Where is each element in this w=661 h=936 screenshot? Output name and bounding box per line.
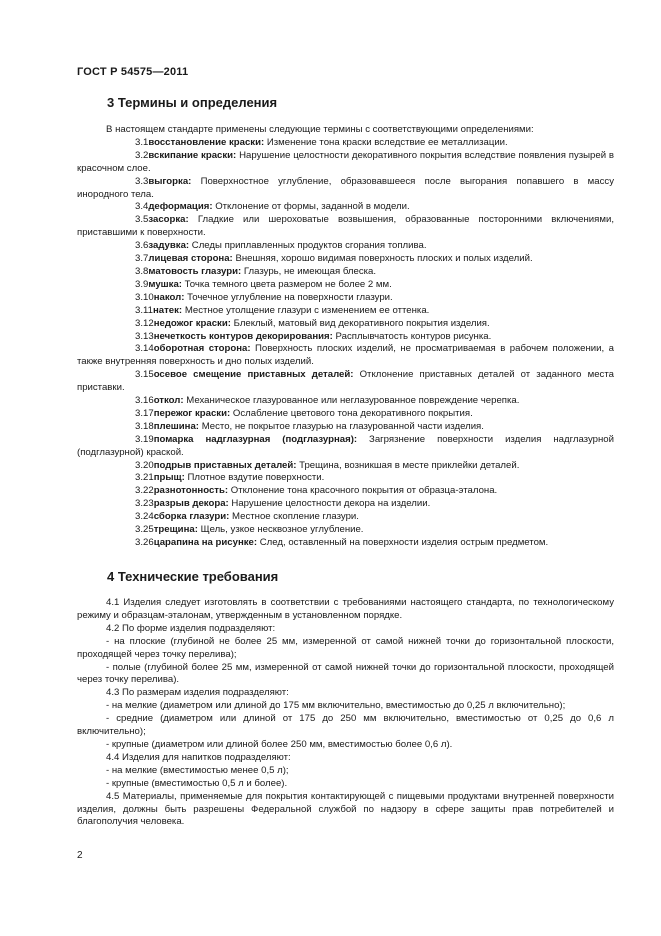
term-entry (77, 176, 614, 202)
term-entry (77, 395, 614, 408)
term-entry (77, 369, 614, 395)
term-number: 3.4 (135, 201, 149, 213)
term-number: 3.1 (135, 136, 149, 148)
requirement-paragraph: 4.4 Изделия для напитков подразделяют: (106, 751, 291, 763)
term-definition: Нарушение целостности декора на изделии. (231, 498, 431, 510)
term-entry (77, 292, 614, 305)
term-name: лицевая сторона: (148, 253, 233, 265)
term-entry (77, 524, 614, 537)
term-definition: Изменение тона краски вследствие ее металлизации. (266, 136, 508, 148)
term-entry (77, 214, 614, 240)
requirement-paragraph: - крупные (диаметром или длиной более 250 мм, вместимостью более 0,6 л). (106, 738, 453, 750)
term-number: 3.7 (135, 253, 149, 265)
requirement-paragraph: - полые (глубиной более 25 мм, измеренной от самой нижней точки до горизонтальной плоскости, проходящей через точку перелива). (77, 661, 614, 686)
term-name: выгорка: (148, 175, 192, 187)
term-name: трещина: (153, 524, 198, 536)
term-number: 3.21 (135, 472, 154, 484)
section-4-title: 4 Технические требования (107, 569, 279, 584)
requirement-paragraph: - крупные (вместимостью 0,5 л и более). (106, 777, 288, 789)
term-entry (77, 240, 614, 253)
term-entry (77, 343, 614, 369)
term-number: 3.2 (135, 149, 149, 161)
term-entry (77, 305, 614, 318)
requirement-paragraph: 4.1 Изделия следует изготовлять в соответствии с требованиями настоящего стандарта, по технологическому режиму и образцам-эталонам, утвержденным в установленном порядке. (77, 597, 614, 621)
term-definition: Место, не покрытое глазурью на глазурованной части изделия. (201, 420, 484, 432)
term-number: 3.13 (135, 330, 154, 342)
term-entry (77, 408, 614, 421)
page-number: 2 (77, 850, 83, 861)
term-name: помарка надглазурная (подглазурная): (153, 433, 358, 445)
term-name: мушка: (148, 278, 182, 290)
term-definition: Следы приплавленных продуктов сгорания топлива. (191, 240, 427, 252)
term-number: 3.15 (135, 369, 154, 381)
term-definition: Внешняя, хорошо видимая поверхность плоских и полых изделий. (235, 253, 533, 265)
term-name: осевое смещение приставных деталей: (153, 369, 354, 381)
term-name: подрыв приставных деталей: (153, 459, 297, 471)
term-entry (77, 485, 614, 498)
requirement-paragraph: - средние (диаметром или длиной от 175 до 250 мм включительно, вместимостью от 0,25 до 0,6 л включительно); (77, 713, 614, 738)
term-definition: Поверхность плоских изделий, не просматриваемая в рабочем положении, а также внутренняя поверхность и дно полых изделий. (77, 343, 614, 368)
term-definition: Местное скопление глазури. (232, 511, 359, 523)
term-definition: Поверхностное углубление, образовавшееся после выгорания попавшего в массу инородного тела. (77, 175, 614, 200)
term-name: прыщ: (153, 472, 185, 484)
term-entry (77, 511, 614, 524)
requirement-paragraph: 4.3 По размерам изделия подразделяют: (106, 687, 289, 699)
term-number: 3.16 (135, 395, 154, 407)
term-number: 3.19 (135, 433, 154, 445)
term-definition: Точечное углубление на поверхности глазури. (187, 291, 393, 303)
document-code: ГОСТ Р 54575—2011 (77, 66, 189, 78)
term-number: 3.23 (135, 498, 154, 510)
term-name: разрыв декора: (153, 498, 229, 510)
term-entry (77, 421, 614, 434)
term-entry (77, 266, 614, 279)
term-number: 3.25 (135, 524, 154, 536)
term-name: нечеткость контуров декорирования: (153, 330, 333, 342)
term-name: восстановление краски: (148, 136, 265, 148)
term-entry (77, 331, 614, 344)
term-definition: Отклонение приставных деталей от заданного места приставки. (77, 369, 614, 394)
term-number: 3.6 (135, 240, 149, 252)
requirement-paragraph: - на плоские (глубиной не более 25 мм, измеренной от самой нижней точки до горизонтальной плоскости, проходящей через точку перелива); (77, 635, 614, 660)
requirement-paragraph: - на мелкие (диаметром или длиной до 175 мм включительно, вместимостью до 0,25 л включительно); (106, 700, 566, 712)
section-3-body (77, 124, 614, 550)
term-name: откол: (153, 395, 184, 407)
term-number: 3.26 (135, 537, 154, 548)
term-number: 3.10 (135, 291, 154, 303)
term-number: 3.11 (135, 304, 153, 316)
term-name: деформация: (148, 201, 213, 213)
term-entry (77, 537, 614, 550)
term-number: 3.14 (135, 343, 154, 355)
requirement-paragraph: - на мелкие (вместимостью менее 0,5 л); (106, 764, 289, 776)
term-name: накол: (153, 291, 185, 303)
term-name: натек: (152, 304, 183, 316)
term-definition: Плотное вздутие поверхности. (187, 472, 325, 484)
term-name: задувка: (148, 240, 190, 252)
term-name: плешина: (153, 420, 200, 432)
term-entry (77, 137, 614, 150)
term-definition: Отклонение от формы, заданной в модели. (215, 201, 410, 213)
requirement-paragraph: 4.2 По форме изделия подразделяют: (106, 622, 276, 634)
term-name: оборотная сторона: (153, 343, 251, 355)
section-3-title: 3 Термины и определения (107, 95, 278, 110)
term-entry (77, 253, 614, 266)
requirement-paragraph: 4.5 Материалы, применяемые для покрытия контактирующей с пищевыми продуктами внутренней поверхности изделия, должны быть разрешены Федеральной службой по надзору в сфере защиты прав потребителей и благополучия человека. (77, 790, 614, 828)
term-definition: Гладкие или шероховатые возвышения, образованные посторонними включениями, приставшими к поверхности. (77, 214, 614, 239)
term-name: матовость глазури: (148, 265, 242, 277)
term-number: 3.24 (135, 511, 154, 523)
term-name: вскипание краски: (148, 149, 237, 161)
term-number: 3.3 (135, 175, 149, 187)
term-definition: Глазурь, не имеющая блеска. (243, 265, 377, 277)
term-entry (77, 318, 614, 331)
term-number: 3.12 (135, 317, 154, 329)
term-name: пережог краски: (153, 407, 231, 419)
term-entry (77, 434, 614, 460)
term-number: 3.17 (135, 407, 154, 419)
term-entry (77, 472, 614, 485)
term-number: 3.18 (135, 420, 154, 432)
term-definition: Ослабление цветового тона декоративного покрытия. (232, 407, 473, 419)
term-entry (77, 279, 614, 292)
term-name: сборка глазури: (153, 511, 230, 523)
term-definition: Трещина, возникшая в месте приклейки деталей. (299, 459, 520, 471)
term-definition: Загрязнение поверхности изделия надглазурной (подглазурной) краской. (77, 433, 614, 458)
term-number: 3.9 (135, 278, 149, 290)
terms-list (77, 137, 614, 550)
term-name: разнотонность: (153, 485, 229, 497)
term-name: царапина на рисунке: (153, 537, 258, 548)
term-number: 3.5 (135, 214, 149, 226)
term-number: 3.20 (135, 459, 154, 471)
term-definition: Нарушение целостности декоративного покрытия вследствие появления пузырей в красочном слое. (77, 149, 615, 174)
term-name: недожог краски: (153, 317, 231, 329)
term-entry (77, 201, 614, 214)
term-definition: Местное утолщение глазури с изменением ее оттенка. (184, 304, 430, 316)
term-number: 3.8 (135, 265, 149, 277)
term-entry (77, 150, 614, 176)
term-definition: След, оставленный на поверхности изделия острым предметом. (259, 537, 549, 548)
term-entry (77, 460, 614, 473)
term-number: 3.22 (135, 485, 154, 497)
term-definition: Расплывчатость контуров рисунка. (335, 330, 492, 342)
term-entry (77, 498, 614, 511)
term-definition: Щель, узкое несквозное углубление. (200, 524, 364, 536)
section-3-intro: В настоящем стандарте применены следующие термины с соответствующими определениями: (106, 124, 534, 135)
term-definition: Блеклый, матовый вид декоративного покрытия изделия. (233, 317, 490, 329)
section-4-body (77, 597, 614, 829)
term-definition: Точка темного цвета размером не более 2 мм. (184, 278, 392, 290)
term-definition: Отклонение тона красочного покрытия от образца-эталона. (230, 485, 498, 497)
term-name: засорка: (148, 214, 189, 226)
term-definition: Механическое глазурованное или неглазурованное повреждение черепка. (186, 395, 520, 407)
